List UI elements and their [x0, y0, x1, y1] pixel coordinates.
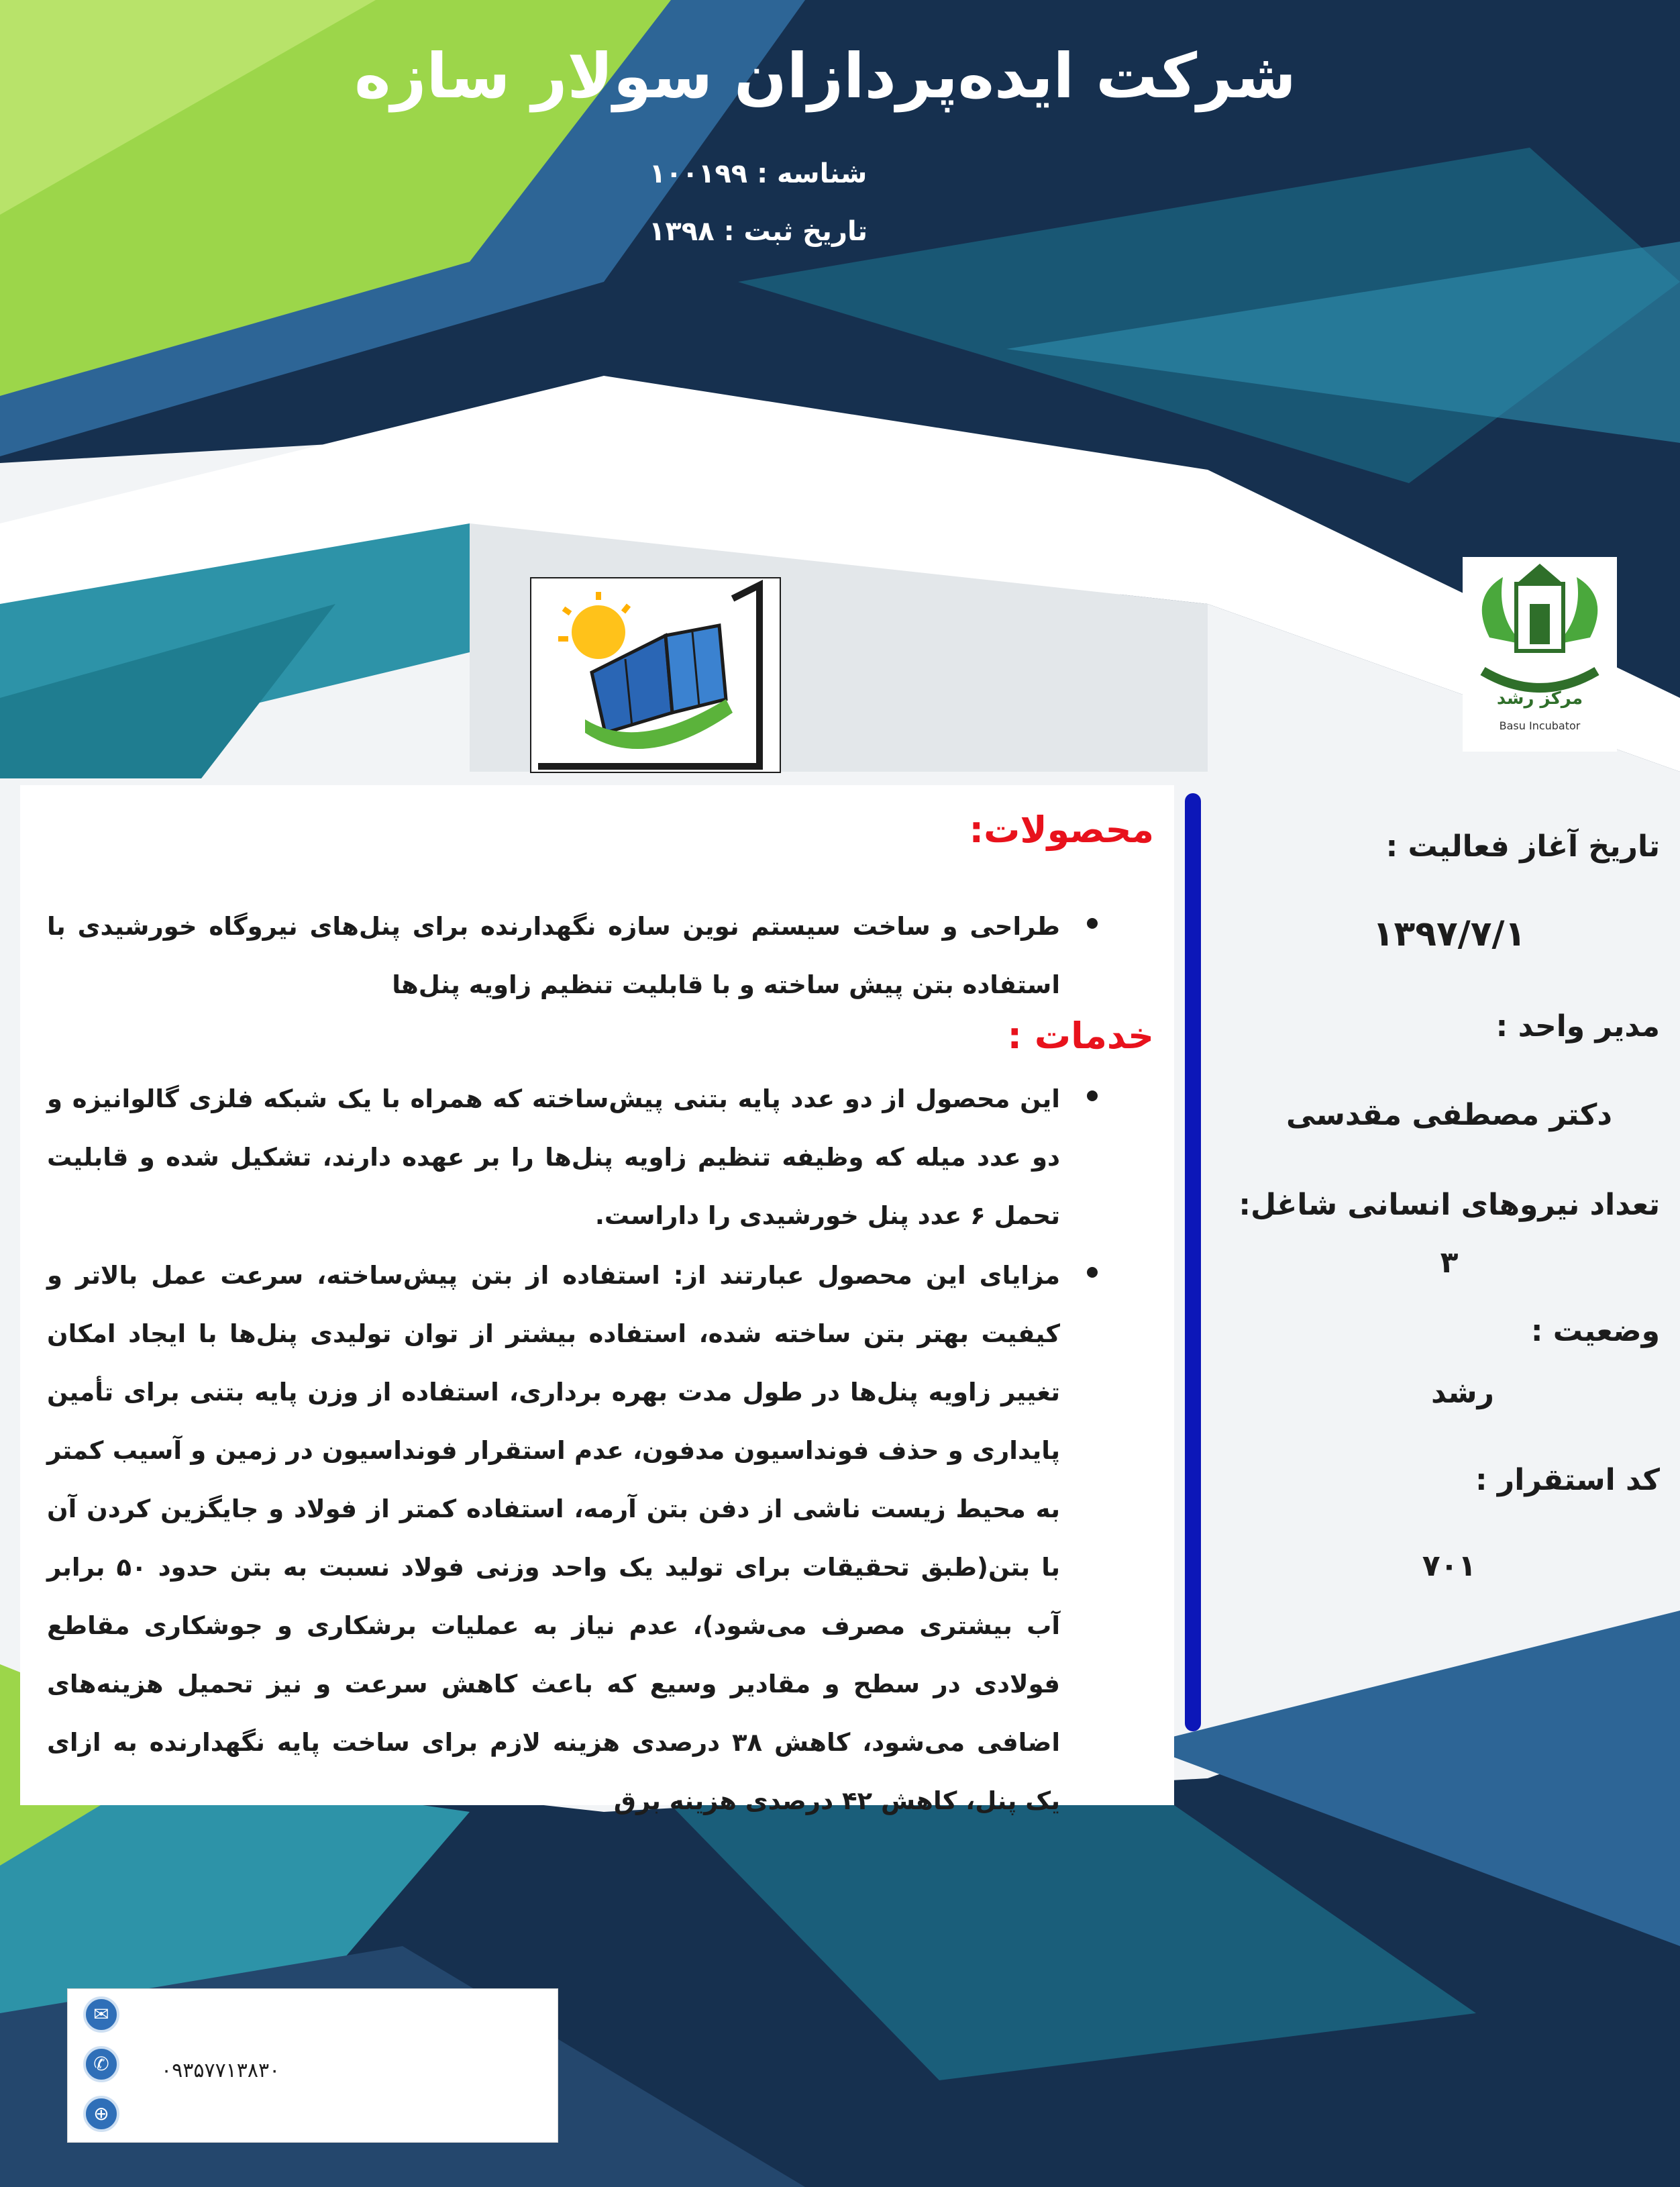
- company-id-value: ۱۰۰۱۹۹: [649, 158, 748, 189]
- products-bullet: [1087, 918, 1098, 929]
- services-item-2: مزایای این محصول عبارتند از: استفاده از بتن پیش‌ساخته، سرعت عمل بالاتر و کیفیت بهتر بتن ساخته شده، استفاده بیشتر از توان تولیدی پنل‌ها با ایجاد امکان تغییر زاویه پنل‌ها در طول مدت بهره برداری، استفاده از وزن پایه بتنی برای تأمین پایداری و حذف فونداسیون مدفون، عدم استقرار فونداسیون در زمین و آسیب کمتر به محیط زیست ناشی از دفن بتن آرمه، استفاده کمتر از فولاد و جایگزین کردن آن با بتن(طبق تحقیقات برای تولید یک واحد وزنی فولاد نسبت به بتن حدود ۵۰ برابر آب بیشتری مصرف می‌شود)، عدم نیاز به عملیات برشکاری و جوشکاری مقاطع فولادی در سطح و مقادیر وسیع که باعث کاهش سرعت و نیز تحمیل هزینه‌های اضافی می‌شود، کاهش ۳۸ درصدی هزینه لازم برای ساخت پایه نگهدارنده به ازای یک پنل، کاهش ۴۲ درصدی هزینه برق: [47, 1261, 1061, 1815]
- status-label: وضعیت :: [1530, 1314, 1660, 1348]
- services-bullet-1: [1087, 1090, 1098, 1101]
- staff-value: ۳: [1440, 1245, 1459, 1280]
- email-icon[interactable]: ✉: [83, 1996, 119, 2033]
- phone-icon[interactable]: ✆: [83, 2046, 119, 2082]
- incubator-logo-text: مرکز رشد: [1496, 689, 1583, 709]
- incubator-logo: [1463, 557, 1617, 752]
- contact-box: [67, 1988, 558, 2143]
- manager-value: دکتر مصطفی مقدسی: [1286, 1098, 1612, 1132]
- services-title: خدمات :: [1007, 1015, 1154, 1057]
- incubator-logo-subtext: Basu Incubator: [1499, 719, 1581, 732]
- company-logo: [530, 577, 781, 773]
- registration-date-label: تاریخ ثبت :: [723, 216, 868, 247]
- company-id: [604, 158, 912, 189]
- products-item: طراحی و ساخت سیستم نوین سازه نگهدارنده برای پنل‌های نیروگاه خورشیدی با استفاده بتن پیش ساخته و با قابلیت تنظیم زاویه پنل‌ها: [47, 912, 1060, 999]
- manager-label: مدیر واحد :: [1495, 1009, 1660, 1044]
- products-title: محصولات:: [969, 809, 1154, 851]
- registration-date-value: ۱۳۹۸: [648, 216, 715, 247]
- vertical-divider: [1185, 793, 1201, 1731]
- placement-code-value: ۷۰۱: [1422, 1549, 1477, 1583]
- start-date-label: تاریخ آغاز فعالیت :: [1385, 829, 1660, 864]
- company-name: شرکت ایده‌پردازان سولار سازه: [354, 40, 1296, 112]
- company-id-label: شناسه :: [757, 158, 868, 189]
- services-bullet-2: [1087, 1267, 1098, 1278]
- web-icon[interactable]: ⊕: [83, 2096, 119, 2132]
- status-value: رشد: [1430, 1376, 1494, 1410]
- start-date-value: ۱۳۹۷/۷/۱: [1372, 914, 1526, 954]
- solar-panel-sun-logo-icon: [531, 578, 780, 772]
- registration-date: [604, 216, 912, 247]
- staff-label: تعداد نیروهای انسانی شاغل:: [1239, 1188, 1660, 1222]
- phone-number[interactable]: ۰۹۳۵۷۷۱۳۸۳۰: [161, 2059, 280, 2082]
- placement-code-label: کد استقرار :: [1475, 1463, 1660, 1497]
- services-item-1: این محصول از دو عدد پایه بتنی پیش‌ساخته که همراه با یک شبکه فلزی گالوانیزه و دو عدد میله که وظیفه تنظیم زاویه پنل‌ها را بر عهده دارند، تشکیل شده و قابلیت تحمل ۶ عدد پنل خورشیدی را داراست.: [47, 1084, 1060, 1230]
